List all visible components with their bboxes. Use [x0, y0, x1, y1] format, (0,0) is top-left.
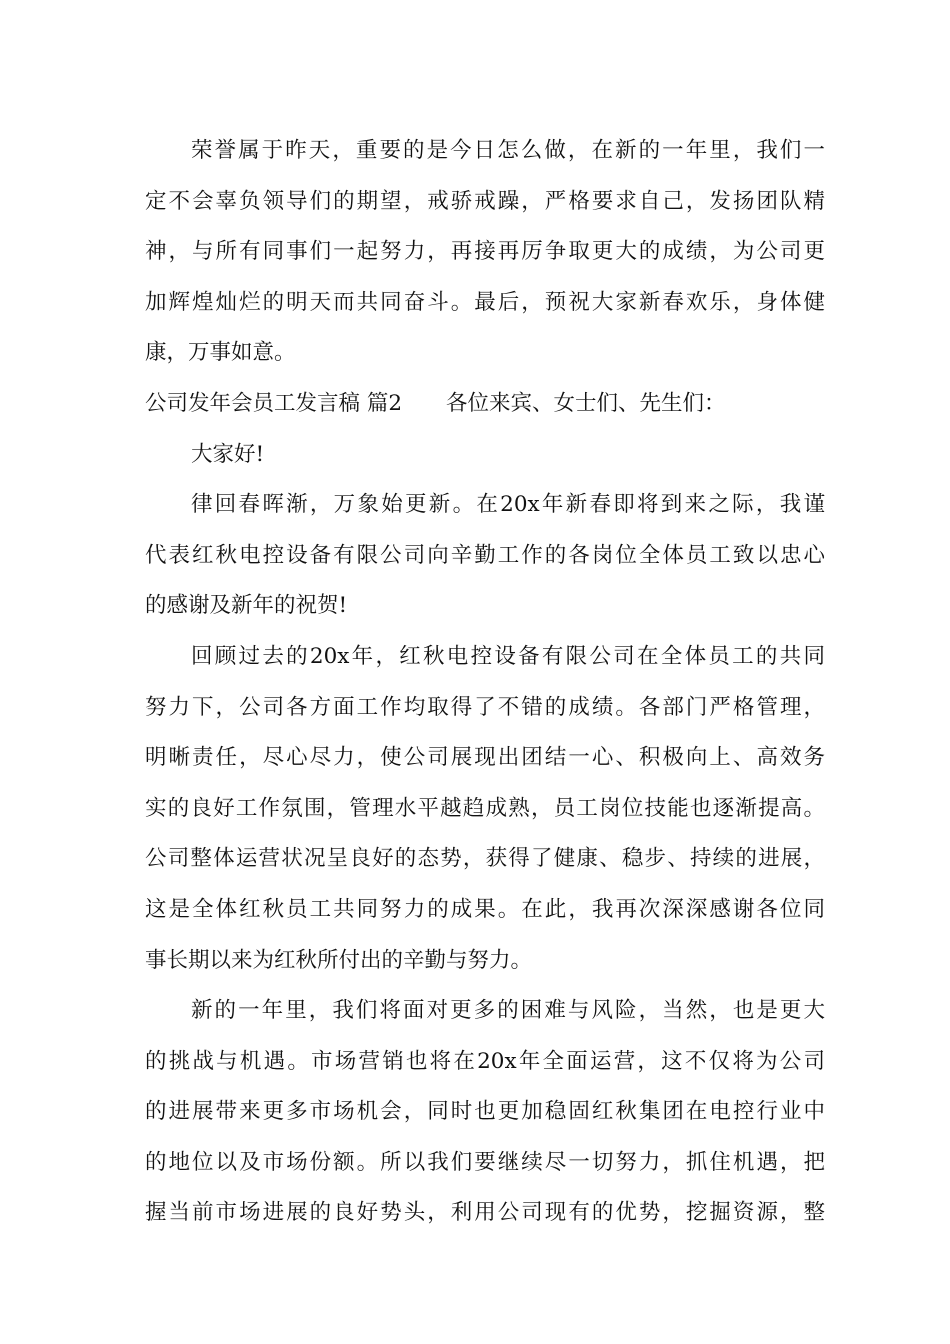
text-line: 新的一年里，我们将面对更多的困难与风险，当然，也是更大	[191, 998, 825, 1024]
text-line: 公司整体运营状况呈良好的态势，获得了健康、稳步、持续的进展，	[145, 846, 825, 872]
paragraph-new-year-thanks	[145, 480, 825, 632]
text-line: 加辉煌灿烂的明天而共同奋斗。最后，预祝大家新春欢乐，身体健	[145, 289, 825, 315]
text-line: 回顾过去的20x年，红秋电控设备有限公司在全体员工的共同	[191, 643, 825, 669]
section-heading	[145, 379, 825, 430]
document-body	[145, 126, 825, 1239]
paragraph-outlook	[145, 986, 825, 1239]
text-line: 定不会辜负领导们的期望，戒骄戒躁，严格要求自己，发扬团队精	[145, 188, 825, 214]
paragraph-review	[145, 632, 825, 986]
text-line: 实的良好工作氛围，管理水平越趋成熟，员工岗位技能也逐渐提高。	[145, 795, 825, 821]
text-line: 康，万事如意。	[145, 340, 296, 366]
text-line: 代表红秋电控设备有限公司向辛勤工作的各岗位全体员工致以忠心	[145, 542, 825, 568]
text-line: 这是全体红秋员工共同努力的成果。在此，我再次深深感谢各位同	[145, 896, 825, 922]
text-line: 明晰责任，尽心尽力，使公司展现出团结一心、积极向上、高效务	[145, 745, 825, 771]
paragraph-closing-remarks	[145, 126, 825, 379]
text-line: 事长期以来为红秋所付出的辛勤与努力。	[145, 947, 533, 973]
text-line: 的挑战与机遇。市场营销也将在20x年全面运营，这不仅将为公司	[145, 1048, 825, 1074]
greeting: 大家好!	[191, 441, 265, 467]
text-line: 的地位以及市场份额。所以我们要继续尽一切努力，抓住机遇，把	[145, 1149, 825, 1175]
section-title: 公司发年会员工发言稿 篇2	[145, 390, 403, 416]
text-line: 的进展带来更多市场机会，同时也更加稳固红秋集团在电控行业中	[145, 1099, 825, 1125]
text-line: 神，与所有同事们一起努力，再接再厉争取更大的成绩，为公司更	[145, 239, 825, 265]
text-line: 律回春晖渐，万象始更新。在20x年新春即将到来之际，我谨	[191, 492, 825, 518]
text-line: 努力下，公司各方面工作均取得了不错的成绩。各部门严格管理，	[145, 694, 825, 720]
salutation: 各位来宾、女士们、先生们：	[446, 390, 726, 416]
text-line: 握当前市场进展的良好势头，利用公司现有的优势，挖掘资源，整	[145, 1200, 825, 1226]
text-line: 荣誉属于昨天，重要的是今日怎么做，在新的一年里，我们一	[191, 138, 825, 163]
text-line: 的感谢及新年的祝贺!	[145, 593, 348, 619]
